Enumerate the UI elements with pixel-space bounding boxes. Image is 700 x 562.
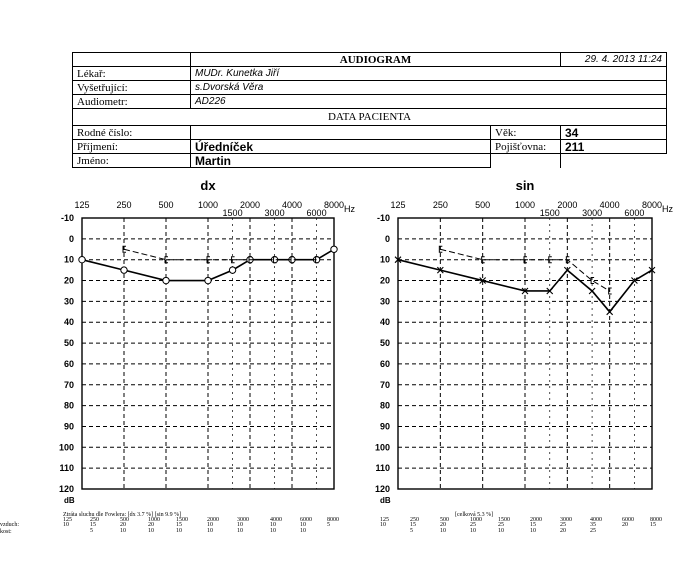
sin-freq-tick-label: 1000 (514, 200, 536, 210)
dx-freq-cell: 1500 (176, 517, 188, 523)
age-label: Věk: (491, 126, 561, 140)
first-name-label: Jméno: (73, 154, 191, 168)
dx-freq-tick-label: 1000 (197, 200, 219, 210)
sin-db-tick-label: 90 (379, 421, 390, 432)
sin-bone-cell: 25 (590, 528, 596, 534)
dx-db-tick-label: 20 (63, 275, 74, 286)
dx-bone-cell: 5 (90, 528, 93, 534)
dx-air-cell: 10 (63, 522, 69, 528)
dx-air-cell: 20 (120, 522, 126, 528)
sin-freq-cell: 6000 (622, 517, 634, 523)
dx-freq-cell: 3000 (237, 517, 249, 523)
dx-freq-tick-label: 2000 (239, 200, 261, 210)
dx-hz-unit-label: Hz (344, 204, 355, 214)
air-row-label: vzduch: (0, 522, 19, 528)
sin-ear-title: sin (515, 178, 535, 193)
sin-bone-cell: 10 (470, 528, 476, 534)
examiner-label: Vyšetřující: (73, 81, 191, 95)
dx-bone-cell: 10 (176, 528, 182, 534)
sin-freq-cell: 1500 (498, 517, 510, 523)
dx-bone-cell: 10 (270, 528, 276, 534)
sin-air-cell: 20 (440, 522, 446, 528)
dx-ear-title: dx (200, 178, 216, 193)
sin-db-tick-label: 40 (379, 317, 390, 328)
dx-db-tick-label: 0 (68, 233, 74, 244)
sin-air-cell: 15 (530, 522, 536, 528)
first-name-value: Martin (191, 154, 491, 168)
dx-db-tick-label: 40 (63, 317, 74, 328)
dx-air-cell: 20 (148, 522, 154, 528)
sin-db-tick-label: 20 (379, 275, 390, 286)
sin-bone-cell: 10 (440, 528, 446, 534)
examiner-value: s.Dvorská Věra (191, 81, 667, 95)
sin-freq-tick-label-half: 6000 (624, 208, 645, 218)
sin-air-cell: 15 (410, 522, 416, 528)
dx-db-tick-label: 50 (63, 338, 74, 349)
bone-row-label: kost: (0, 529, 12, 535)
sin-db-tick-label: 10 (379, 254, 390, 265)
sin-db-tick-label: 120 (374, 484, 390, 494)
sin-freq-cell: 8000 (650, 517, 662, 523)
fowler-caption: Ztráta sluchu dle Fowlera: [dx 3.7 %] [sin 9.9 %] (63, 512, 182, 518)
insurance-value: 211 (561, 140, 667, 154)
birth-number-label: Rodné číslo: (73, 126, 191, 140)
dx-freq-cell: 2000 (207, 517, 219, 523)
sin-freq-cell: 3000 (560, 517, 572, 523)
sin-freq-cell: 2000 (530, 517, 542, 523)
sin-freq-tick-label: 250 (432, 200, 448, 210)
sin-db-tick-label: 50 (379, 338, 390, 349)
audiogram-title: AUDIOGRAM (191, 53, 561, 67)
dx-freq-cell: 500 (120, 517, 129, 523)
sin-freq-cell: 1000 (470, 517, 482, 523)
dx-freq-tick-label: 4000 (281, 200, 303, 210)
sin-db-tick-label: 100 (374, 442, 390, 453)
total-loss-caption: [celková 5.3 %] (455, 512, 494, 518)
dx-freq-tick-label: 250 (116, 200, 132, 210)
sin-freq-tick-label: 125 (390, 200, 406, 210)
dx-freq-tick-label: 125 (74, 200, 90, 210)
sin-freq-tick-label: 8000 (641, 200, 663, 210)
dx-freq-tick-label-half: 1500 (222, 208, 243, 218)
dx-freq-cell: 1000 (148, 517, 160, 523)
sin-bone-cell: 10 (498, 528, 504, 534)
dx-freq-tick-label: 500 (158, 200, 174, 210)
insurance-label: Pojišťovna: (491, 140, 561, 154)
dx-db-tick-label: -10 (60, 213, 74, 223)
dx-db-tick-label: 100 (58, 442, 74, 453)
audiometer-label: Audiometr: (73, 95, 191, 109)
sin-db-tick-label: 80 (379, 400, 390, 411)
sin-freq-tick-label: 4000 (599, 200, 620, 210)
dx-air-cell: 10 (270, 522, 276, 528)
dx-freq-cell: 6000 (300, 517, 312, 523)
dx-bone-cell: 10 (148, 528, 154, 534)
sin-air-cell: 35 (590, 522, 596, 528)
dx-bone-cell: 10 (120, 528, 126, 534)
dx-db-tick-label: 90 (63, 421, 74, 432)
dx-freq-cell: 250 (90, 517, 99, 523)
sin-freq-tick-label: 500 (475, 200, 491, 210)
sin-freq-tick-label-half: 3000 (582, 208, 603, 218)
dx-air-cell: 15 (176, 522, 182, 528)
doctor-label: Lékař: (73, 67, 191, 81)
patient-data-title: DATA PACIENTA (73, 109, 667, 126)
exam-datetime: 29. 4. 2013 11:24 (561, 53, 667, 67)
sin-bone-cell: 5 (410, 528, 413, 534)
sin-air-cell: 20 (622, 522, 628, 528)
sin-freq-cell: 4000 (590, 517, 602, 523)
dx-bone-cell: 10 (207, 528, 213, 534)
dx-freq-tick-label: 8000 (323, 200, 345, 210)
dx-bone-cell: 10 (237, 528, 243, 534)
sin-freq-cell: 125 (380, 517, 389, 523)
sin-air-cell: 10 (380, 522, 386, 528)
sin-db-tick-label: 0 (384, 233, 390, 244)
sin-bone-cell: 20 (560, 528, 566, 534)
dx-air-cell: 5 (327, 522, 330, 528)
dx-freq-tick-label-half: 6000 (306, 208, 327, 218)
dx-freq-cell: 8000 (327, 517, 339, 523)
sin-air-cell: 25 (470, 522, 476, 528)
sin-db-unit-label: dB (380, 496, 391, 505)
dx-air-cell: 10 (207, 522, 213, 528)
sin-bone-cell: 10 (530, 528, 536, 534)
dx-db-unit-label: dB (64, 496, 75, 505)
dx-db-tick-label: 80 (63, 400, 74, 411)
sin-freq-tick-label: 2000 (557, 200, 578, 210)
audiometer-value: AD226 (191, 95, 667, 109)
dx-db-tick-label: 30 (63, 296, 74, 307)
sin-db-tick-label: 30 (379, 296, 390, 307)
dx-freq-cell: 125 (63, 517, 72, 523)
dx-air-cell: 10 (300, 522, 306, 528)
sin-air-cell: 25 (498, 522, 504, 528)
dx-db-tick-label: 60 (63, 358, 74, 369)
dx-db-tick-label: 10 (63, 254, 74, 265)
dx-air-cell: 10 (237, 522, 243, 528)
sin-freq-tick-label-half: 1500 (539, 208, 560, 218)
sin-air-cell: 25 (560, 522, 566, 528)
surname-value: Úředníček (191, 140, 491, 154)
sin-air-cell: 15 (650, 522, 656, 528)
dx-db-tick-label: 120 (58, 484, 74, 494)
surname-label: Příjmení: (73, 140, 191, 154)
sin-db-tick-label: -10 (376, 213, 390, 223)
sin-hz-unit-label: Hz (662, 204, 673, 214)
dx-freq-tick-label-half: 3000 (264, 208, 285, 218)
dx-air-cell: 15 (90, 522, 96, 528)
sin-db-tick-label: 70 (379, 379, 390, 390)
dx-db-tick-label: 70 (63, 379, 74, 390)
dx-db-tick-label: 110 (59, 463, 74, 474)
doctor-value: MUDr. Kunetka Jiří (191, 67, 667, 81)
sin-freq-cell: 500 (440, 517, 449, 523)
sin-db-tick-label: 110 (375, 463, 390, 474)
dx-bone-cell: 10 (300, 528, 306, 534)
sin-freq-cell: 250 (410, 517, 419, 523)
dx-freq-cell: 4000 (270, 517, 282, 523)
age-value: 34 (561, 126, 667, 140)
sin-db-tick-label: 60 (379, 358, 390, 369)
